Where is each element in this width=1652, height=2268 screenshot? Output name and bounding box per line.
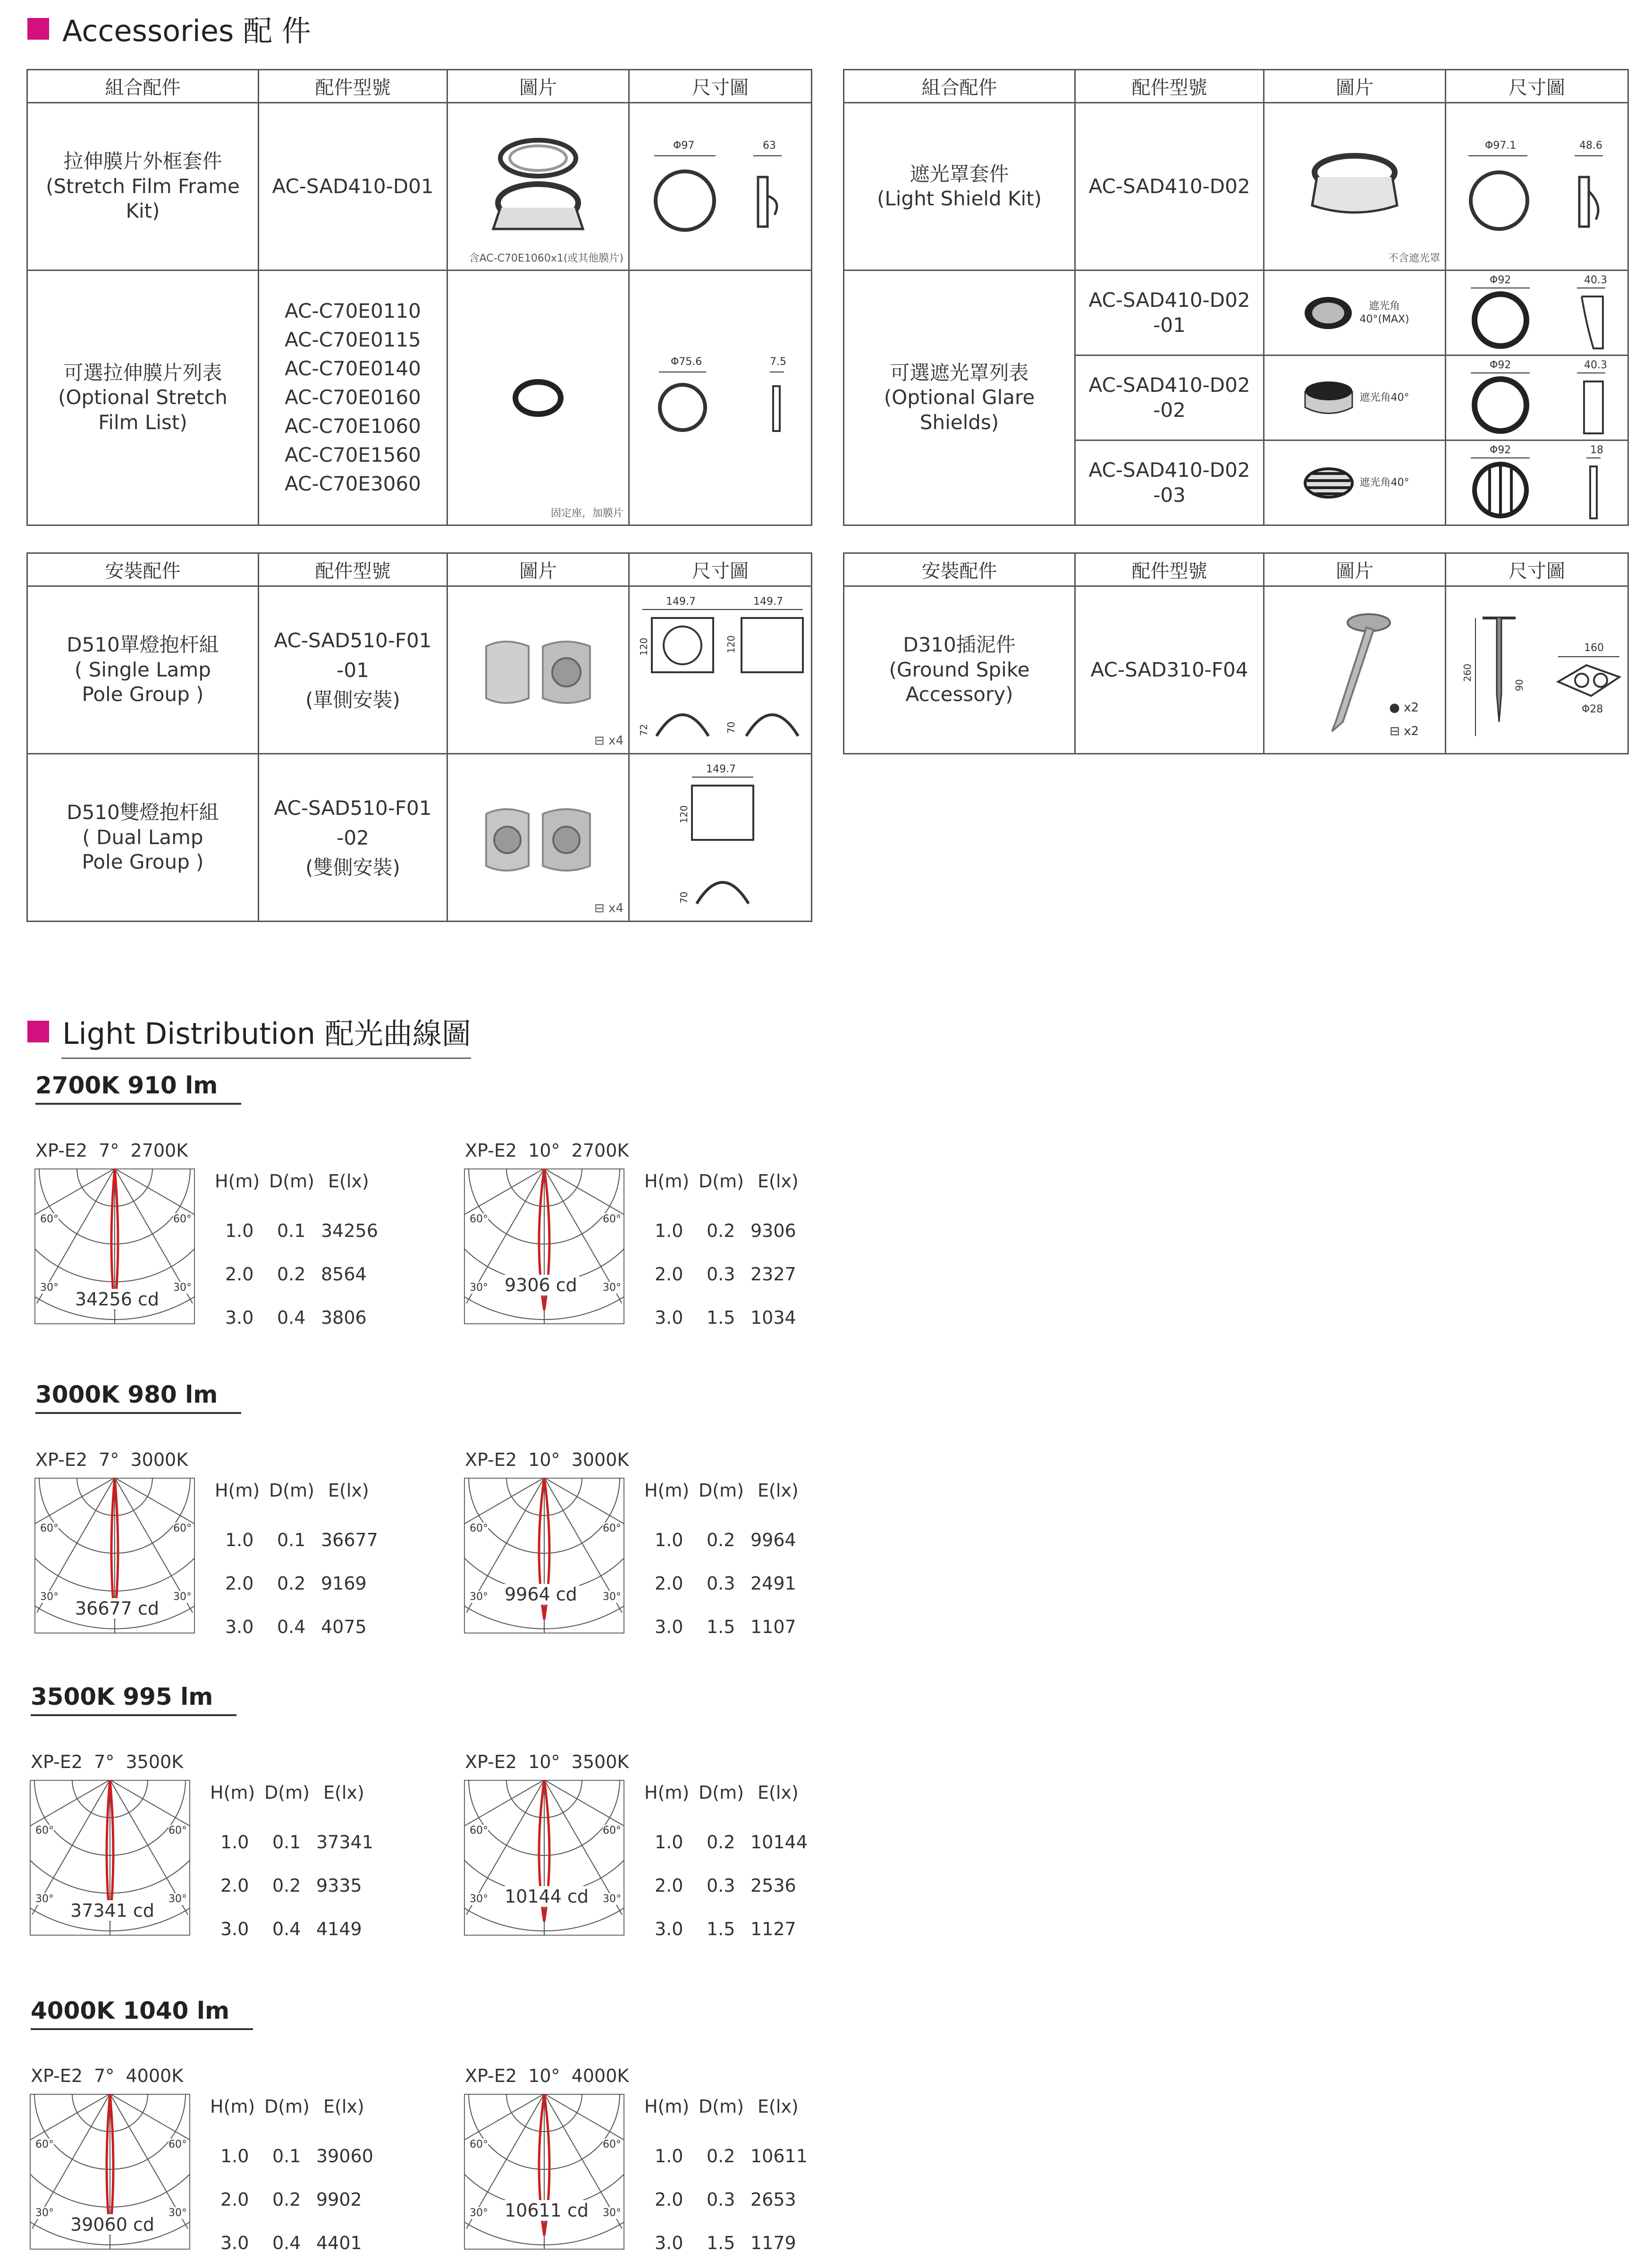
polar-chart-label: XP-E2 7° 2700K [35,1140,188,1161]
polar-distribution-chart [464,1168,624,1324]
illuminance-table-cell: 0.2 [272,2189,301,2210]
glare-image-3 [1264,440,1446,525]
svg-text:72: 72 [638,724,649,736]
spike-dimension [1446,586,1628,754]
polar-chart-label: XP-E2 7° 4000K [31,2065,184,2086]
glare-dim-1a: Φ92 [1490,274,1511,286]
angle-label: 60° [173,1523,192,1534]
cct-label: 3500K 995 lm [31,1683,213,1710]
header-image: 圖片 [1264,70,1446,103]
accent-square-icon [27,18,49,40]
single-pole-qty: ⊟ x4 [594,733,624,748]
film-model: AC-C70E0115 [285,328,421,352]
shield-kit-dim-drawing [1459,135,1615,238]
illuminance-table-cell: 2491 [750,1573,796,1594]
shield-kit-model: AC-SAD410-D02 [1075,103,1264,271]
cct-label: 4000K 1040 lm [31,1997,230,2024]
polar-chart-label: XP-E2 10° 4000K [465,2065,629,2086]
illuminance-table-cell: 9335 [316,1875,362,1896]
illuminance-table-cell: 0.2 [707,1220,735,1241]
single-pole-name: D510單燈抱杆組 ( Single Lamp Pole Group ) [27,586,259,754]
light-distribution-title [27,1010,471,1052]
candela-label: 10144 cd [503,1886,590,1907]
angle-label: 60° [470,1213,488,1225]
combo-table-left [26,69,812,526]
illuminance-table-cell: 2.0 [225,1573,254,1594]
polar-chart-label: XP-E2 7° 3500K [31,1752,184,1772]
candela-label: 9306 cd [503,1275,579,1295]
illuminance-table-header: H(m) [644,1782,690,1803]
film-model: AC-C70E1060 [285,414,421,438]
svg-text:120: 120 [638,637,649,656]
svg-text:149.7: 149.7 [706,763,736,775]
angle-label: 30° [35,1893,54,1905]
dual-pole-dimension [629,754,812,922]
header-model: 配件型號 [1075,70,1264,103]
angle-label: 30° [603,1893,621,1905]
angle-label: 60° [470,1825,488,1836]
cct-label: 2700K 910 lm [35,1072,218,1099]
glare-dim-2 [1446,355,1628,440]
cct-heading [31,1683,213,1710]
candela-label: 39060 cd [68,2214,156,2235]
illuminance-table-header: E(lx) [758,1480,799,1501]
illuminance-table-header: H(m) [210,2096,255,2117]
single-pole-model: AC-SAD510-F01 -01 (單側安裝) [259,586,447,754]
angle-label: 30° [603,1282,621,1294]
illuminance-table-cell: 9902 [316,2189,362,2210]
film-model: AC-C70E3060 [285,472,421,495]
film-dim2: 7.5 [770,355,786,368]
header-image: 圖片 [447,553,629,586]
angle-label: 30° [470,1893,488,1905]
angle-label: 60° [35,1825,54,1836]
illuminance-table-header: E(lx) [758,1171,799,1192]
dual-pole-name: D510雙燈抱杆組 ( Dual Lamp Pole Group ) [27,754,259,922]
accent-square-icon [27,1021,49,1042]
cct-label: 3000K 980 lm [35,1381,218,1408]
illuminance-table-cell: 3806 [321,1307,367,1328]
header-model: 配件型號 [1075,553,1264,586]
illuminance-table-cell: 3.0 [220,1919,249,1939]
shield-kit-icon [1303,149,1407,224]
install-table-right [843,552,1629,754]
illuminance-table-cell: 2.0 [655,2189,683,2210]
illuminance-table-cell: 39060 [316,2146,373,2166]
film-model: AC-C70E0110 [285,299,421,323]
header-combo: 組合配件 [844,70,1075,103]
illuminance-table-header: D(m) [269,1171,314,1192]
illuminance-table-cell: 0.2 [272,1875,301,1896]
angle-label: 60° [173,1213,192,1225]
glare-dim-2-drawing [1459,358,1615,438]
angle-label: 30° [173,1282,192,1294]
illuminance-table-cell: 0.4 [277,1307,306,1328]
frame-kit-dimension [629,103,812,271]
ground-spike-icon [1307,604,1402,736]
angle-label: 30° [40,1282,59,1294]
angle-label: 60° [470,2139,488,2150]
illuminance-table-cell: 3.0 [655,1307,683,1328]
illuminance-table-cell: 2.0 [655,1264,683,1285]
illuminance-table-cell: 0.1 [277,1530,306,1550]
illuminance-table-header: E(lx) [758,2096,799,2117]
illuminance-table-cell: 0.3 [707,1875,735,1896]
illuminance-table-header: D(m) [699,1782,744,1803]
shield-kit-dim1: Φ97.1 [1485,140,1517,152]
angle-label: 60° [35,2139,54,2150]
illuminance-table-cell: 0.4 [277,1616,306,1637]
illuminance-table-cell: 10144 [750,1832,808,1853]
candela-label: 37341 cd [68,1900,156,1921]
header-model: 配件型號 [259,553,447,586]
svg-text:90: 90 [1514,679,1525,691]
illuminance-table-header: H(m) [215,1480,260,1501]
illuminance-table-cell: 1034 [750,1307,796,1328]
polar-distribution-chart [464,1478,624,1633]
glare-dim-3a: Φ92 [1490,444,1511,456]
glare-note-1: 遮光角 40°(MAX) [1359,300,1409,325]
glare-dim-2b: 40.3 [1584,359,1607,371]
illuminance-table-cell: 8564 [321,1264,367,1285]
illuminance-table-cell: 1.0 [225,1530,254,1550]
film-model: AC-C70E0160 [285,386,421,409]
angle-label: 30° [470,1282,488,1294]
svg-text:120: 120 [678,805,690,823]
angle-label: 30° [35,2207,54,2219]
illuminance-table-cell: 1.5 [707,1919,735,1939]
glare-shield-2-icon [1300,377,1357,419]
polar-chart-label: XP-E2 10° 2700K [465,1140,629,1161]
illuminance-table-cell: 1.0 [655,1530,683,1550]
angle-label: 30° [470,2207,488,2219]
illuminance-table-cell: 3.0 [655,1919,683,1939]
header-model: 配件型號 [259,70,447,103]
header-dimension: 尺寸圖 [629,553,812,586]
install-table-left [26,552,812,922]
angle-label: 30° [603,1591,621,1603]
glare-note-3: 遮光角40° [1359,476,1409,489]
glare-dim-1-drawing [1459,273,1615,353]
illuminance-table-header: H(m) [210,1782,255,1803]
illuminance-table-cell: 2.0 [225,1264,254,1285]
header-dimension: 尺寸圖 [1446,70,1628,103]
film-dim1: Φ75.6 [671,355,702,368]
illuminance-table-cell: 0.2 [277,1573,306,1594]
illuminance-table-cell: 0.2 [707,1832,735,1853]
illuminance-table-cell: 0.1 [277,1220,306,1241]
illuminance-table-header: E(lx) [323,2096,364,2117]
film-dim-drawing [645,351,796,445]
film-list-image [447,271,629,525]
illuminance-table-cell: 10611 [750,2146,808,2166]
illuminance-table-cell: 2.0 [220,2189,249,2210]
illuminance-table-cell: 0.3 [707,1573,735,1594]
illuminance-table-cell: 36677 [321,1530,378,1550]
dual-pole-qty: ⊟ x4 [594,901,624,915]
svg-text:70: 70 [678,891,690,904]
header-dimension: 尺寸圖 [1446,553,1628,586]
illuminance-table-header: H(m) [215,1171,260,1192]
glare-image-2 [1264,355,1446,440]
illuminance-table-cell: 1.5 [707,2233,735,2253]
frame-kit-model: AC-SAD410-D01 [259,103,447,271]
illuminance-table-cell: 9964 [750,1530,796,1550]
angle-label: 60° [40,1523,59,1534]
shield-kit-name: 遮光罩套件 (Light Shield Kit) [844,103,1075,271]
dual-pole-dim-drawing [673,762,767,913]
illuminance-table-cell: 0.2 [277,1264,306,1285]
illuminance-table-cell: 1.0 [220,2146,249,2166]
film-list-models [259,271,447,525]
polar-distribution-chart [464,1780,624,1936]
illuminance-table-header: D(m) [699,1480,744,1501]
shield-kit-dim2: 48.6 [1579,140,1602,152]
illuminance-table-header: E(lx) [323,1782,364,1803]
candela-label: 36677 cd [73,1598,161,1619]
angle-label: 30° [470,1591,488,1603]
spike-model: AC-SAD310-F04 [1075,586,1264,754]
glare-note-2: 遮光角40° [1359,391,1409,404]
polar-distribution-chart [464,2094,624,2250]
frame-kit-dim2: 63 [763,140,776,152]
polar-chart-label: XP-E2 10° 3000K [465,1449,629,1470]
film-ring-icon [510,377,566,419]
combo-table-right [843,69,1629,526]
spike-name: D310插泥件 (Ground Spike Accessory) [844,586,1075,754]
illuminance-table-cell: 0.3 [707,1264,735,1285]
angle-label: 60° [169,1825,187,1836]
accessories-title-text: Accessories 配 件 [62,14,311,48]
illuminance-table-cell: 0.1 [272,2146,301,2166]
illuminance-table-header: E(lx) [758,1782,799,1803]
shield-kit-dimension [1446,103,1628,271]
light-distribution-title-text: Light Distribution 配光曲線圖 [62,1016,471,1051]
glare-model-1: AC-SAD410-D02 -01 [1075,271,1264,355]
frame-kit-dim-drawing [645,135,796,238]
candela-label: 34256 cd [73,1289,161,1310]
illuminance-table-cell: 0.4 [272,2233,301,2253]
svg-text:70: 70 [725,721,737,734]
polar-chart-label: XP-E2 10° 3500K [465,1752,629,1772]
angle-label: 30° [169,2207,187,2219]
illuminance-table-cell: 4075 [321,1616,367,1637]
title-underline [61,1058,471,1059]
header-image: 圖片 [447,70,629,103]
angle-label: 60° [603,1523,621,1534]
svg-text:260: 260 [1462,663,1473,682]
illuminance-table-cell: 1.5 [707,1616,735,1637]
glare-dim-1 [1446,271,1628,355]
single-pole-dimension [629,586,812,754]
illuminance-table-cell: 1179 [750,2233,796,2253]
illuminance-table-cell: 2536 [750,1875,796,1896]
glare-image-1 [1264,271,1446,355]
film-list-name: 可選拉伸膜片列表 (Optional Stretch Film List) [27,271,259,525]
illuminance-table-cell: 1.0 [220,1832,249,1853]
accessories-title [27,8,311,50]
pole-clamp-icon [477,627,599,712]
header-dimension: 尺寸圖 [629,70,812,103]
svg-text:149.7: 149.7 [666,596,696,608]
illuminance-table-cell: 3.0 [655,1616,683,1637]
cct-heading [35,1072,218,1099]
film-list-dimension [629,271,812,525]
header-image: 圖片 [1264,553,1446,586]
illuminance-table-cell: 9306 [750,1220,796,1241]
cct-heading [31,1997,229,2024]
frame-kit-name: 拉伸膜片外框套件 (Stretch Film Frame Kit) [27,103,259,271]
header-install: 安裝配件 [27,553,259,586]
illuminance-table-cell: 4149 [316,1919,362,1939]
single-pole-dim-drawing [633,594,808,745]
spike-image [1264,586,1446,754]
angle-label: 30° [169,1893,187,1905]
angle-label: 30° [173,1591,192,1603]
frame-kit-image [447,103,629,271]
angle-label: 60° [603,2139,621,2150]
illuminance-table-cell: 1107 [750,1616,796,1637]
svg-text:149.7: 149.7 [753,596,783,608]
illuminance-table-cell: 0.2 [707,1530,735,1550]
svg-text:160: 160 [1584,642,1604,654]
illuminance-table-cell: 2.0 [655,1573,683,1594]
glare-model-3: AC-SAD410-D02 -03 [1075,440,1264,525]
glare-list-name: 可選遮光罩列表 (Optional Glare Shields) [844,271,1075,525]
glare-shield-3-icon [1300,462,1357,504]
candela-label: 10611 cd [503,2200,590,2221]
illuminance-table-cell: 0.3 [707,2189,735,2210]
illuminance-table-cell: 2653 [750,2189,796,2210]
illuminance-table-header: D(m) [269,1480,314,1501]
angle-label: 60° [470,1523,488,1534]
polar-chart-label: XP-E2 7° 3000K [35,1449,188,1470]
angle-label: 60° [603,1213,621,1225]
illuminance-table-cell: 1.0 [655,1832,683,1853]
film-model: AC-C70E0140 [285,357,421,381]
illuminance-table-cell: 1.0 [655,2146,683,2166]
frame-kit-dim1: Φ97 [673,140,695,152]
illuminance-table-header: D(m) [699,2096,744,2117]
cct-heading [35,1381,218,1408]
dual-pole-image [447,754,629,922]
angle-label: 30° [40,1591,59,1603]
angle-label: 30° [603,2207,621,2219]
illuminance-table-header: D(m) [264,1782,310,1803]
illuminance-table-cell: 1.5 [707,1307,735,1328]
illuminance-table-cell: 2.0 [220,1875,249,1896]
illuminance-table-cell: 0.2 [707,2146,735,2166]
shield-kit-image [1264,103,1446,271]
illuminance-table-cell: 3.0 [225,1307,254,1328]
angle-label: 60° [603,1825,621,1836]
illuminance-table-cell: 3.0 [225,1616,254,1637]
header-install: 安裝配件 [844,553,1075,586]
frame-ring-icon [481,132,595,241]
glare-dim-3-drawing [1459,443,1615,523]
illuminance-table-header: E(lx) [328,1171,369,1192]
illuminance-table-cell: 34256 [321,1220,378,1241]
illuminance-table-header: H(m) [644,1480,690,1501]
illuminance-table-cell: 3.0 [220,2233,249,2253]
film-model: AC-C70E1560 [285,443,421,466]
glare-dim-3 [1446,440,1628,525]
shield-kit-note: 不含遮光罩 [1388,252,1440,264]
svg-text:Φ28: Φ28 [1582,703,1603,715]
angle-label: 60° [40,1213,59,1225]
illuminance-table-header: E(lx) [328,1480,369,1501]
glare-model-2: AC-SAD410-D02 -02 [1075,355,1264,440]
illuminance-table-cell: 1127 [750,1919,796,1939]
candela-label: 9964 cd [503,1584,579,1605]
film-list-note: 固定座，加膜片 [550,507,624,519]
single-pole-image [447,586,629,754]
spike-qty-2: ⊟ x2 [1390,724,1419,738]
header-combo: 組合配件 [27,70,259,103]
spike-qty-1: ● x2 [1389,700,1419,715]
illuminance-table-cell: 2327 [750,1264,796,1285]
illuminance-table-cell: 2.0 [655,1875,683,1896]
illuminance-table-cell: 1.0 [225,1220,254,1241]
illuminance-table-cell: 1.0 [655,1220,683,1241]
svg-text:120: 120 [725,635,737,653]
illuminance-table-header: H(m) [644,1171,690,1192]
spike-dim-drawing [1450,599,1624,741]
glare-shield-1-icon [1300,292,1357,334]
dual-pole-model: AC-SAD510-F01 -02 (雙側安裝) [259,754,447,922]
illuminance-table-header: D(m) [699,1171,744,1192]
angle-label: 60° [169,2139,187,2150]
illuminance-table-cell: 0.1 [272,1832,301,1853]
dual-clamp-icon [477,795,599,880]
illuminance-table-cell: 37341 [316,1832,373,1853]
illuminance-table-header: D(m) [264,2096,310,2117]
glare-dim-1b: 40.3 [1584,274,1607,286]
frame-kit-note: 含AC-C70E1060x1(或其他膜片) [469,252,624,264]
illuminance-table-cell: 3.0 [655,2233,683,2253]
glare-dim-3b: 18 [1590,444,1603,456]
glare-dim-2a: Φ92 [1490,359,1511,371]
illuminance-table-cell: 4401 [316,2233,362,2253]
illuminance-table-cell: 0.4 [272,1919,301,1939]
illuminance-table-header: H(m) [644,2096,690,2117]
illuminance-table-cell: 9169 [321,1573,367,1594]
